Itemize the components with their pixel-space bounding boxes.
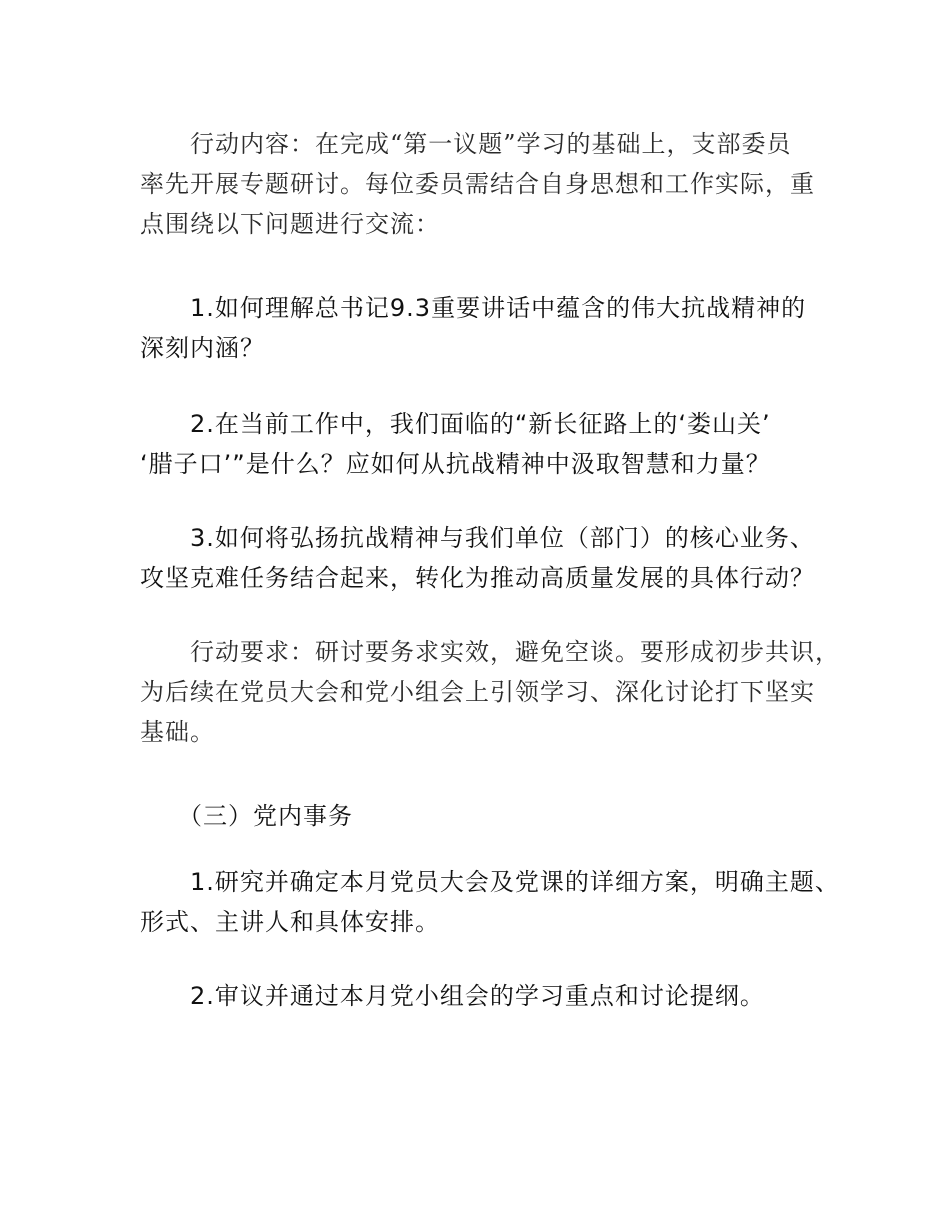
affair-line: 1.研究并确定本月党员大会及党课的详细方案，明确主题、 bbox=[190, 868, 840, 896]
section-heading bbox=[178, 796, 858, 836]
question-line: ‘腊子口’”是什么？应如何从抗战精神中汲取智慧和力量？ bbox=[140, 450, 771, 478]
affair-line: 形式、主讲人和具体安排。 bbox=[140, 908, 440, 936]
action-content-line: 行动内容：在完成“第一议题”学习的基础上，支部委员 bbox=[190, 130, 792, 158]
question-1-paragraph bbox=[140, 288, 820, 368]
question-2-paragraph bbox=[140, 404, 820, 484]
action-requirement-line: 基础。 bbox=[140, 718, 215, 746]
question-line: 攻坚克难任务结合起来，转化为推动高质量发展的具体行动？ bbox=[140, 564, 815, 592]
action-content-paragraph bbox=[140, 124, 820, 244]
affair-line: 2.审议并通过本月党小组会的学习重点和讨论提纲。 bbox=[190, 982, 765, 1010]
question-3-paragraph bbox=[140, 518, 820, 598]
question-line: 2.在当前工作中，我们面临的“新长征路上的‘娄山关’ bbox=[190, 410, 771, 438]
action-requirement-line: 为后续在党员大会和党小组会上引领学习、深化讨论打下坚实 bbox=[140, 678, 815, 706]
section-heading-text: （三）党内事务 bbox=[178, 802, 353, 830]
action-requirement-line: 行动要求：研讨要务求实效，避免空谈。要形成初步共识， bbox=[190, 638, 840, 666]
question-line: 深刻内涵？ bbox=[140, 334, 265, 362]
question-line: 3.如何将弘扬抗战精神与我们单位（部门）的核心业务、 bbox=[190, 524, 815, 552]
action-requirement-paragraph bbox=[140, 632, 840, 752]
action-content-line: 率先开展专题研讨。每位委员需结合自身思想和工作实际，重 bbox=[140, 170, 815, 198]
affair-1-paragraph bbox=[140, 862, 840, 942]
question-line: 1.如何理解总书记9.3重要讲话中蕴含的伟大抗战精神的 bbox=[190, 294, 807, 322]
affair-2-paragraph bbox=[140, 976, 820, 1016]
action-content-line: 点围绕以下问题进行交流： bbox=[140, 210, 440, 238]
